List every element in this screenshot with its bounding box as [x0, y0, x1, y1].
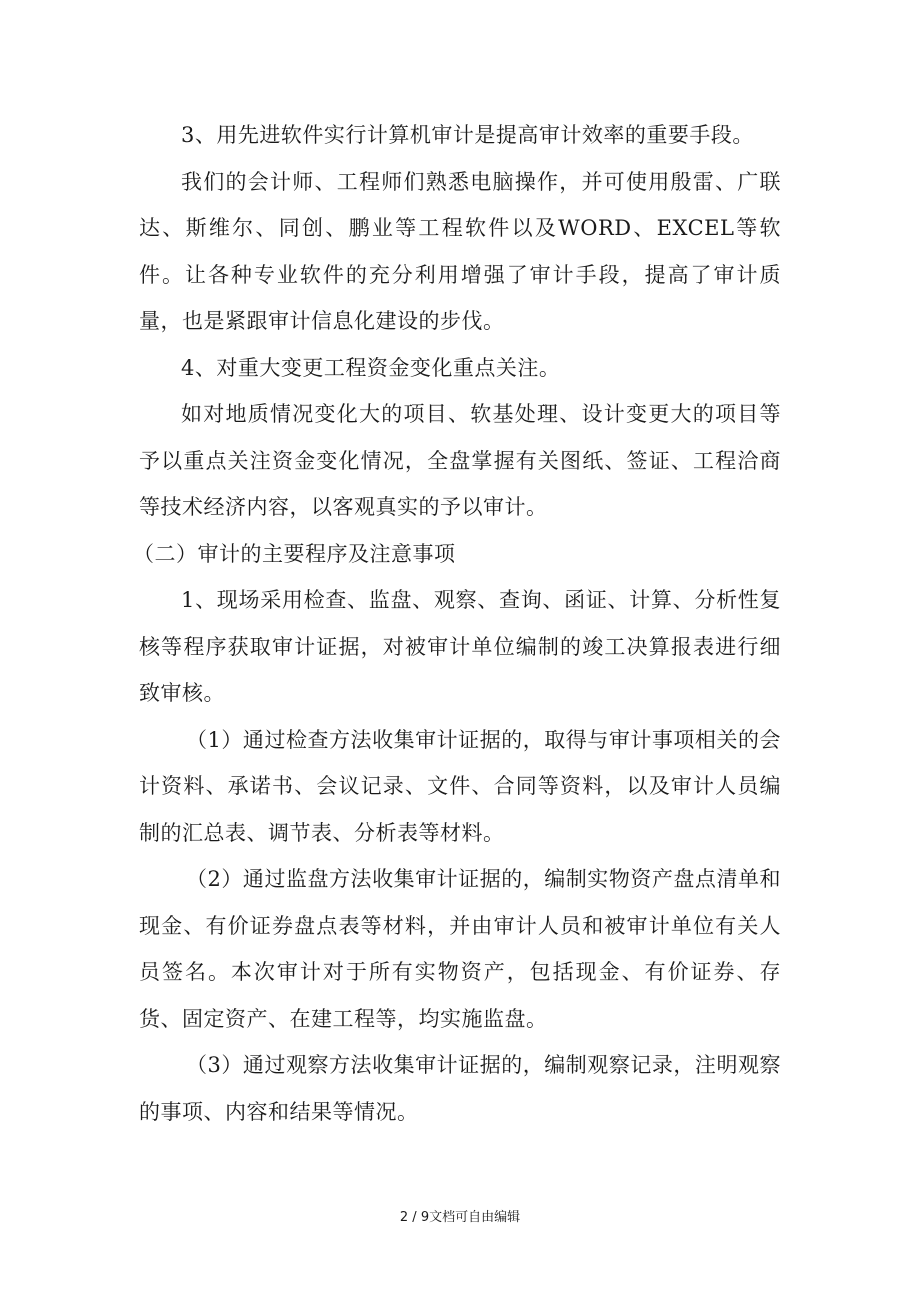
page-footer: 2 / 9文档可自由编辑	[399, 1210, 521, 1225]
sub-item-1: （1）通过检查方法收集审计证据的，取得与审计事项相关的会计资料、承诺书、会议记录、文件、合同等资料，以及审计人员编制的汇总表、调节表、分析表等材料。	[139, 727, 781, 845]
item-heading-4: 4、对重大变更工程资金变化重点关注。	[181, 355, 561, 380]
section-heading-2: （二）审计的主要程序及注意事项	[133, 541, 456, 566]
sub-item-2: （2）通过监盘方法收集审计证据的，编制实物资产盘点清单和现金、有价证券盘点表等材料，并由审计人员和被审计单位有关人员签名。本次审计对于所有实物资产，包括现金、有价证券、存货、固定资产、在建工程等，均实施监盘。	[139, 867, 781, 1031]
paragraph-software: 我们的会计师、工程师们熟悉电脑操作，并可使用殷雷、广联达、斯维尔、同创、鹏业等工程软件以及WORD、EXCEL等软件。让各种专业软件的充分利用增强了审计手段，提高了审计质量，也是紧跟审计信息化建设的步伐。	[139, 169, 781, 333]
sub-item-3: （3）通过观察方法收集审计证据的，编制观察记录，注明观察的事项、内容和结果等情况。	[139, 1053, 781, 1124]
item-heading-1: 1、现场采用检查、监盘、观察、查询、函证、计算、分析性复核等程序获取审计证据，对被审计单位编制的竣工决算报表进行细致审核。	[139, 588, 781, 705]
document-body	[133, 112, 781, 1135]
item-heading-3: 3、用先进软件实行计算机审计是提高审计效率的重要手段。	[181, 123, 754, 147]
paragraph-geology: 如对地质情况变化大的项目、软基处理、设计变更大的项目等予以重点关注资金变化情况，全盘掌握有关图纸、签证、工程洽商等技术经济内容，以客观真实的予以审计。	[139, 402, 781, 519]
